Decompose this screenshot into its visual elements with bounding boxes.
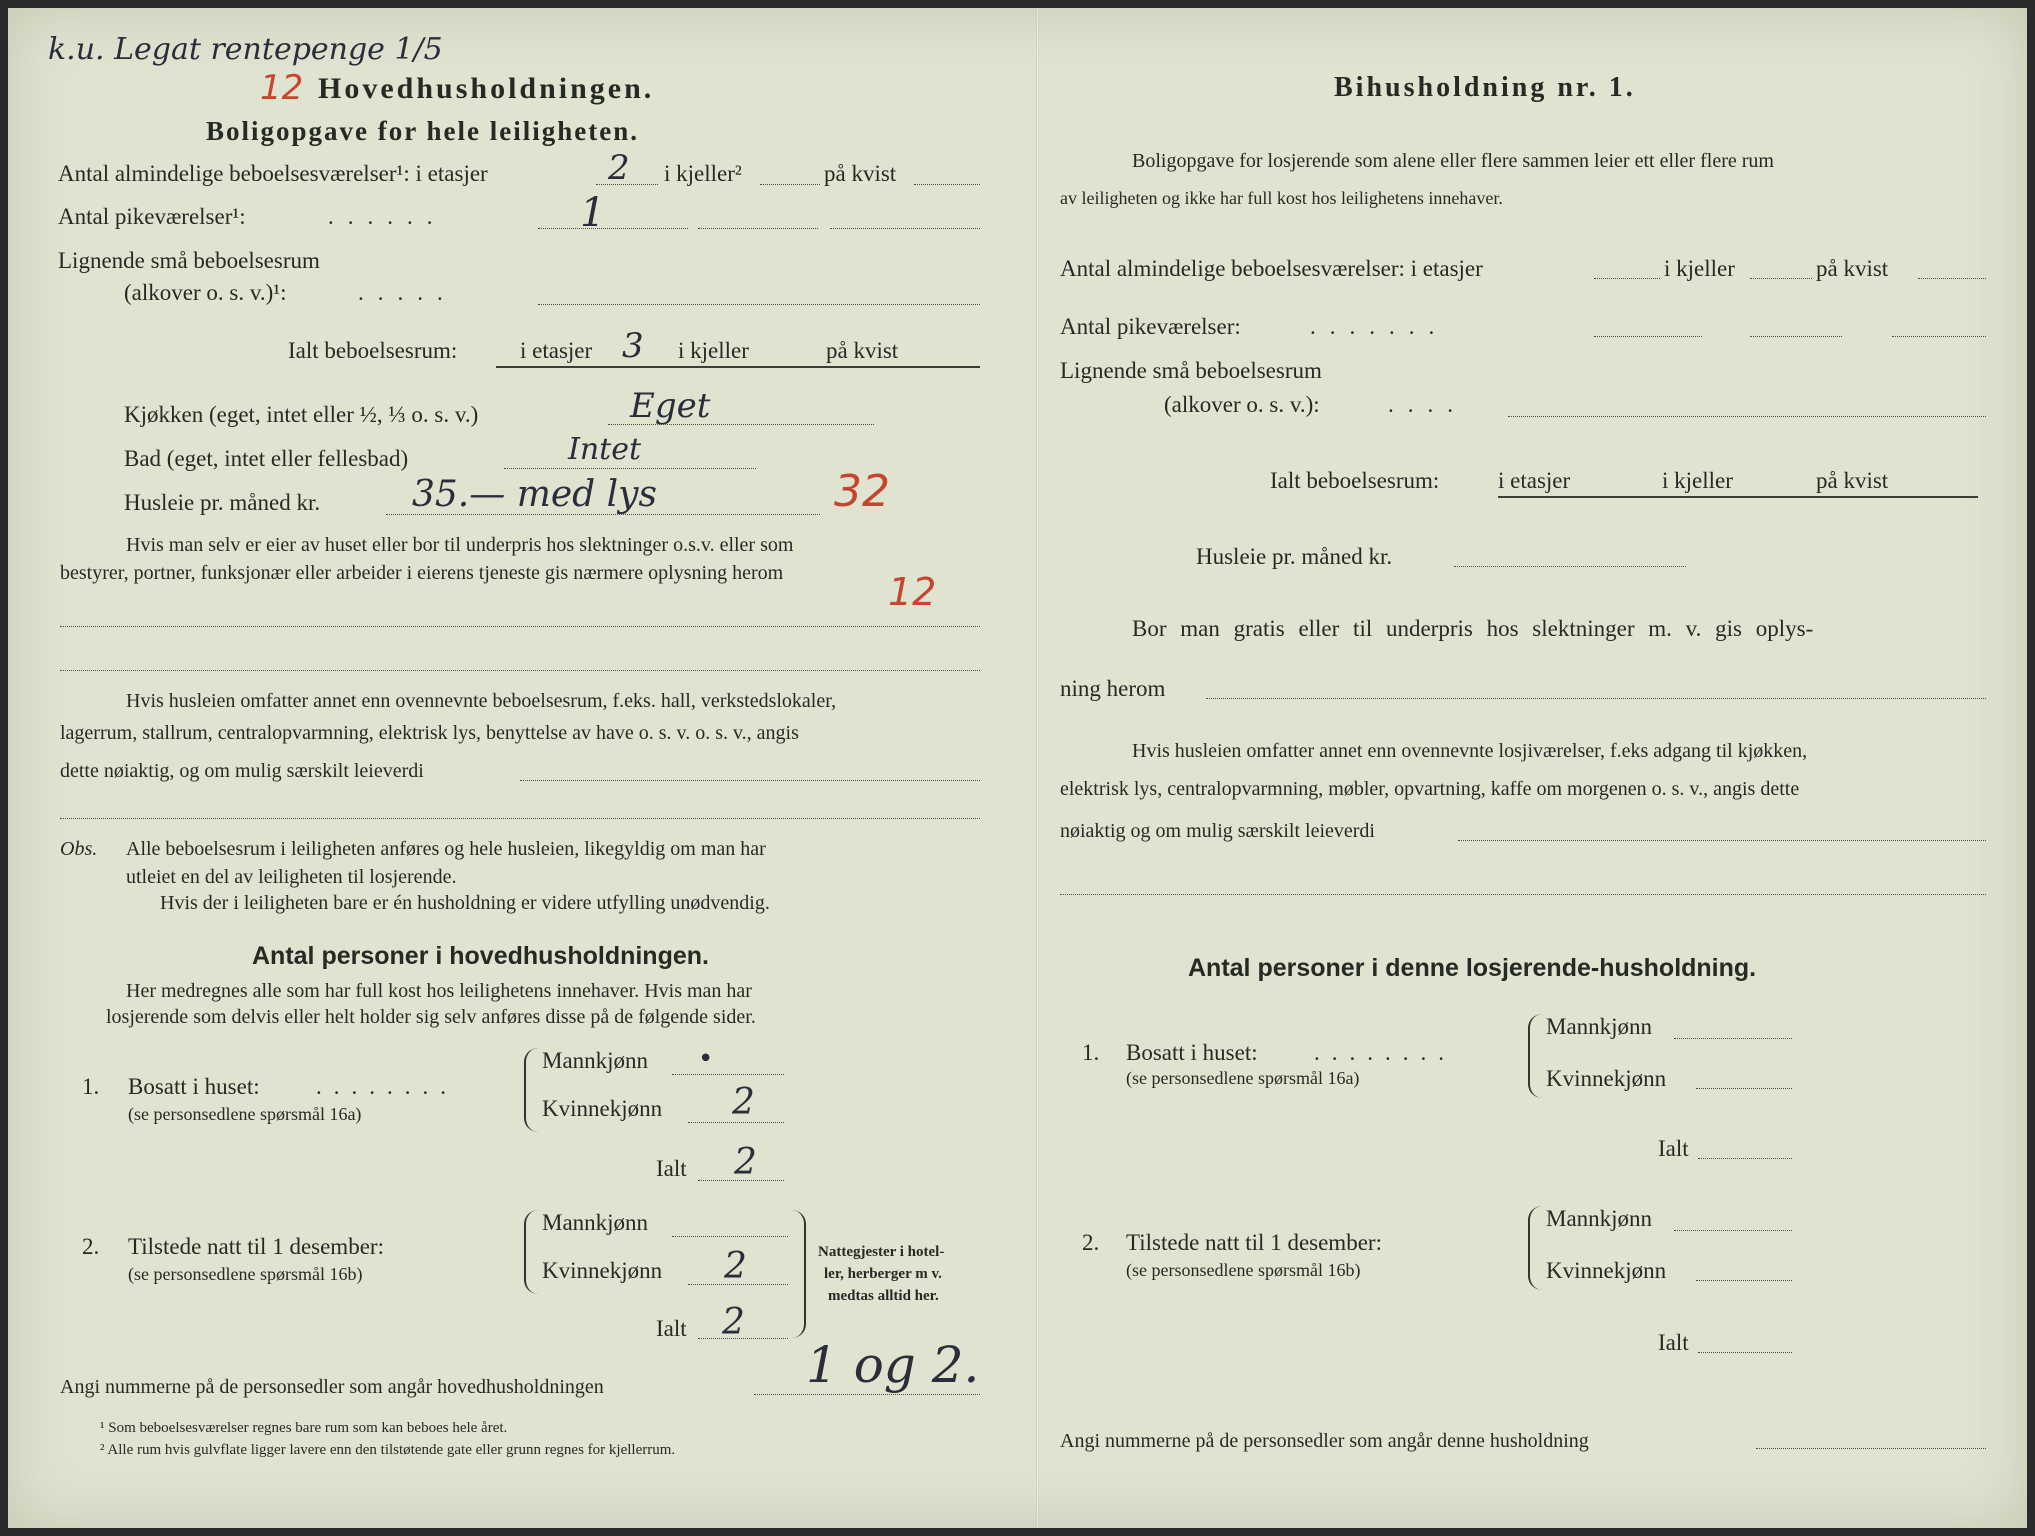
right-q1-label: Bosatt i huset: [1126,1040,1258,1065]
right-intro-2: av leiligheten og ikke har full kost hos leilighetens innehaver. [1060,188,1503,208]
ialt-underline [496,366,980,368]
right-lignende-1: Lignende små beboelsesrum [1060,358,1322,383]
kjokken-line [608,424,874,425]
q1-kvinne-value: 2 [732,1082,755,1123]
right-q2-sub: (se personsedlene spørsmål 16b) [1126,1260,1361,1280]
right-persons-title: Antal personer i denne losjerende-husholdning. [1188,954,1757,982]
q2-kvinne-label: Kvinnekjønn [542,1258,663,1283]
right-omfatter-line-1 [1458,840,1986,841]
bad-line [504,468,756,469]
right-q2-mann: Mannkjønn [1546,1206,1653,1231]
q2-ialt-label: Ialt [656,1316,687,1341]
husleie-red-12: 12 [888,570,937,614]
bad-label: Bad (eget, intet eller fellesbad) [124,446,409,471]
pike-value: 1 [580,190,606,236]
q1-mann-line [672,1074,784,1075]
omfatter-1: Hvis husleien omfatter annet enn ovennevnte beboelsesrum, f.eks. hall, verkstedslokaler, [126,690,837,712]
right-q1-mann: Mannkjønn [1546,1014,1653,1039]
right-gratis-line [1206,698,1986,699]
selv-eier-line-1 [60,626,980,627]
q1-ialt-line [698,1180,784,1181]
right-q1-brace [1528,1014,1544,1098]
q1-sub: (se personsedlene spørsmål 16a) [128,1104,362,1124]
nattegjester-1: Nattegjester i hotel- [818,1244,945,1260]
ialt-label: Ialt beboelsesrum: [288,338,458,363]
pike-line-3 [830,228,980,229]
q1-number: 1. [82,1074,100,1099]
right-angi-line [1756,1448,1986,1449]
rooms-etasjer-value: 2 [608,148,630,188]
footnote-2: ² Alle rum hvis gulvflate ligger lavere enn den tilstøtende gate eller grunn regnes for kjellerrum. [100,1442,676,1458]
right-q1-dots: ........ [1314,1040,1456,1065]
right-ialt-kjeller: i kjeller [1662,468,1733,493]
right-husleie-line [1454,566,1686,567]
q1-ialt-label: Ialt [656,1156,687,1181]
right-q1-ialt: Ialt [1658,1136,1689,1161]
right-q1-kvinne-line [1696,1088,1792,1089]
census-form-sheet [8,8,2027,1528]
right-q2-kvinne: Kvinnekjønn [1546,1258,1667,1283]
q2-sub: (se personsedlene spørsmål 16b) [128,1264,363,1284]
right-husleie-label: Husleie pr. måned kr. [1196,544,1393,569]
right-pike-line-3 [1892,336,1986,337]
husleie-red-correction: 32 [834,466,890,517]
right-q1-mann-line [1674,1038,1792,1039]
bad-value: Intet [568,432,642,467]
ialt-kjeller-label: i kjeller [678,338,749,363]
right-pike-line-1 [1594,336,1702,337]
right-ialt-underline [1498,496,1978,498]
right-gratis-2: ning herom [1060,676,1166,701]
q2-ialt-value: 2 [722,1302,745,1343]
husleie-value: 35.— med lys [412,474,657,515]
ialt-etasjer-value: 3 [622,326,644,366]
rooms-kjeller-line [760,184,820,185]
right-ialt-etasjer: i etasjer [1498,468,1571,493]
right-lignende-2: (alkover o. s. v.): [1164,392,1320,417]
omfatter-2: lagerrum, stallrum, centralopvarmning, elektrisk lys, benyttelse av have o. s. v. o. s. v., angis [60,722,799,744]
pike-line-1 [538,228,688,229]
obs-text-3: Hvis der i leiligheten bare er én husholdning er videre utfylling unødvendig. [160,892,770,914]
right-ialt-label: Ialt beboelsesrum: [1270,468,1440,493]
footnote-1: ¹ Som beboelsesværelser regnes bare rum som kan beboes hele året. [100,1420,508,1436]
right-rooms-kvist-line [1918,278,1986,279]
q2-brace-left [524,1210,540,1294]
nattegjester-2: ler, herberger m v. [824,1266,942,1282]
rooms-kjeller-label: i kjeller² [664,161,742,186]
selv-eier-1: Hvis man selv er eier av huset eller bor til underpris hos slektninger o.s.v. eller som [126,534,794,556]
ialt-etasjer-label: i etasjer [520,338,593,363]
right-omfatter-3: nøiaktig og om mulig særskilt leieverdi [1060,820,1375,842]
right-omfatter-1: Hvis husleien omfatter annet enn ovennevnte losjiværelser, f.eks adgang til kjøkken, [1132,740,1808,762]
right-q2-ialt: Ialt [1658,1330,1689,1355]
kjokken-label: Kjøkken (eget, intet eller ½, ⅓ o. s. v.) [124,402,479,427]
right-q2-ialt-line [1698,1352,1792,1353]
obs-label: Obs. [60,838,98,860]
omfatter-3: dette nøiaktig, og om mulig særskilt leieverdi [60,760,424,782]
right-lignende-line [1508,416,1986,417]
husleie-label: Husleie pr. måned kr. [124,490,321,515]
angi-line [754,1394,980,1395]
husleie-line [386,514,820,515]
right-q1-ialt-line [1698,1158,1792,1159]
q1-label: Bosatt i huset: [128,1074,260,1099]
right-q2-kvinne-line [1696,1280,1792,1281]
right-gratis-1: Bor man gratis eller til underpris hos slektninger m. v. gis oplys- [1132,616,1814,641]
q1-kvinne-line [688,1122,784,1123]
q2-label: Tilstede natt til 1 desember: [128,1234,384,1259]
q1-kvinne-label: Kvinnekjønn [542,1096,663,1121]
right-rooms-etasjer-line [1594,278,1660,279]
angi-label: Angi nummerne på de personsedler som angår hovedhusholdningen [60,1376,604,1398]
right-omfatter-line-2 [1060,894,1986,895]
right-angi-label: Angi nummerne på de personsedler som angår denne husholdning [1060,1430,1589,1452]
q1-dots: ........ [316,1074,458,1099]
right-q2-mann-line [1674,1230,1792,1231]
right-lignende-dots: .... [1388,392,1467,417]
selv-eier-2: bestyrer, portner, funksjonær eller arbeider i eierens tjeneste gis nærmere oplysning herom [60,562,784,584]
q1-brace [524,1048,540,1132]
top-handwritten-note: k.u. Legat rentepenge 1/5 [48,32,443,67]
obs-text-1: Alle beboelsesrum i leiligheten anføres og hele husleien, likegyldig om man har [126,838,766,860]
right-q1-sub: (se personsedlene spørsmål 16a) [1126,1068,1360,1088]
pike-dots: ...... [328,204,447,229]
nattegjester-3: medtas alltid her. [828,1288,939,1304]
page-fold [1036,8,1039,1528]
right-q1-kvinne: Kvinnekjønn [1546,1066,1667,1091]
lignende-label-1: Lignende små beboelsesrum [58,248,320,273]
ialt-kvist-label: på kvist [826,338,899,363]
right-q2-number: 2. [1082,1230,1100,1255]
right-q2-brace [1528,1206,1544,1290]
angi-value: 1 og 2. [806,1336,980,1394]
right-intro-1: Boligopgave for losjerende som alene eller flere sammen leier ett eller flere rum [1132,150,1774,172]
right-rooms-kvist: på kvist [1816,256,1889,281]
right-pike-dots: ....... [1310,314,1449,339]
kjokken-value: Eget [630,386,711,426]
rooms-kvist-label: på kvist [824,161,897,186]
q2-mann-line [672,1236,788,1237]
right-rooms-label: Antal almindelige beboelsesværelser: i etasjer [1060,256,1483,281]
right-ialt-kvist: på kvist [1816,468,1889,493]
page-number-red: 12 [260,68,304,108]
pike-label: Antal pikeværelser¹: [58,204,246,229]
obs-text-2: utleiet en del av leiligheten til losjerende. [126,866,457,888]
persons-desc-1: Her medregnes alle som har full kost hos leilighetens innehaver. Hvis man har [126,980,752,1002]
left-subtitle: Boligopgave for hele leiligheten. [206,116,639,146]
omfatter-line-2 [60,818,980,819]
pike-line-2 [698,228,818,229]
right-title: Bihusholdning nr. 1. [1334,72,1636,103]
q2-number: 2. [82,1234,100,1259]
q2-mann-label: Mannkjønn [542,1210,649,1235]
right-rooms-kjeller: i kjeller [1664,256,1735,281]
right-pike-line-2 [1750,336,1842,337]
q2-kvinne-value: 2 [724,1246,747,1287]
q2-ialt-line [698,1338,788,1339]
rooms-label: Antal almindelige beboelsesværelser¹: i etasjer [58,161,488,186]
omfatter-line-1 [520,780,980,781]
lignende-line [538,304,980,305]
q1-mann-value: • [698,1044,714,1074]
left-title: Hovedhusholdningen. [318,72,655,105]
q2-kvinne-line [688,1284,788,1285]
lignende-dots: ..... [358,280,457,305]
lignende-label-2: (alkover o. s. v.)¹: [124,280,287,305]
q1-mann-label: Mannkjønn [542,1048,649,1073]
q2-brace-right [790,1210,806,1338]
selv-eier-line-2 [60,670,980,671]
right-q1-number: 1. [1082,1040,1100,1065]
persons-title: Antal personer i hovedhusholdningen. [252,942,709,970]
rooms-kvist-line [914,184,980,185]
right-pike-label: Antal pikeværelser: [1060,314,1241,339]
persons-desc-2: losjerende som delvis eller helt holder sig selv anføres disse på de følgende sider. [106,1006,756,1028]
right-q2-label: Tilstede natt til 1 desember: [1126,1230,1382,1255]
right-omfatter-2: elektrisk lys, centralopvarmning, møbler, opvartning, kaffe om morgenen o. s. v., angis dette [1060,778,1800,800]
q1-ialt-value: 2 [734,1142,757,1183]
right-rooms-kjeller-line [1750,278,1812,279]
